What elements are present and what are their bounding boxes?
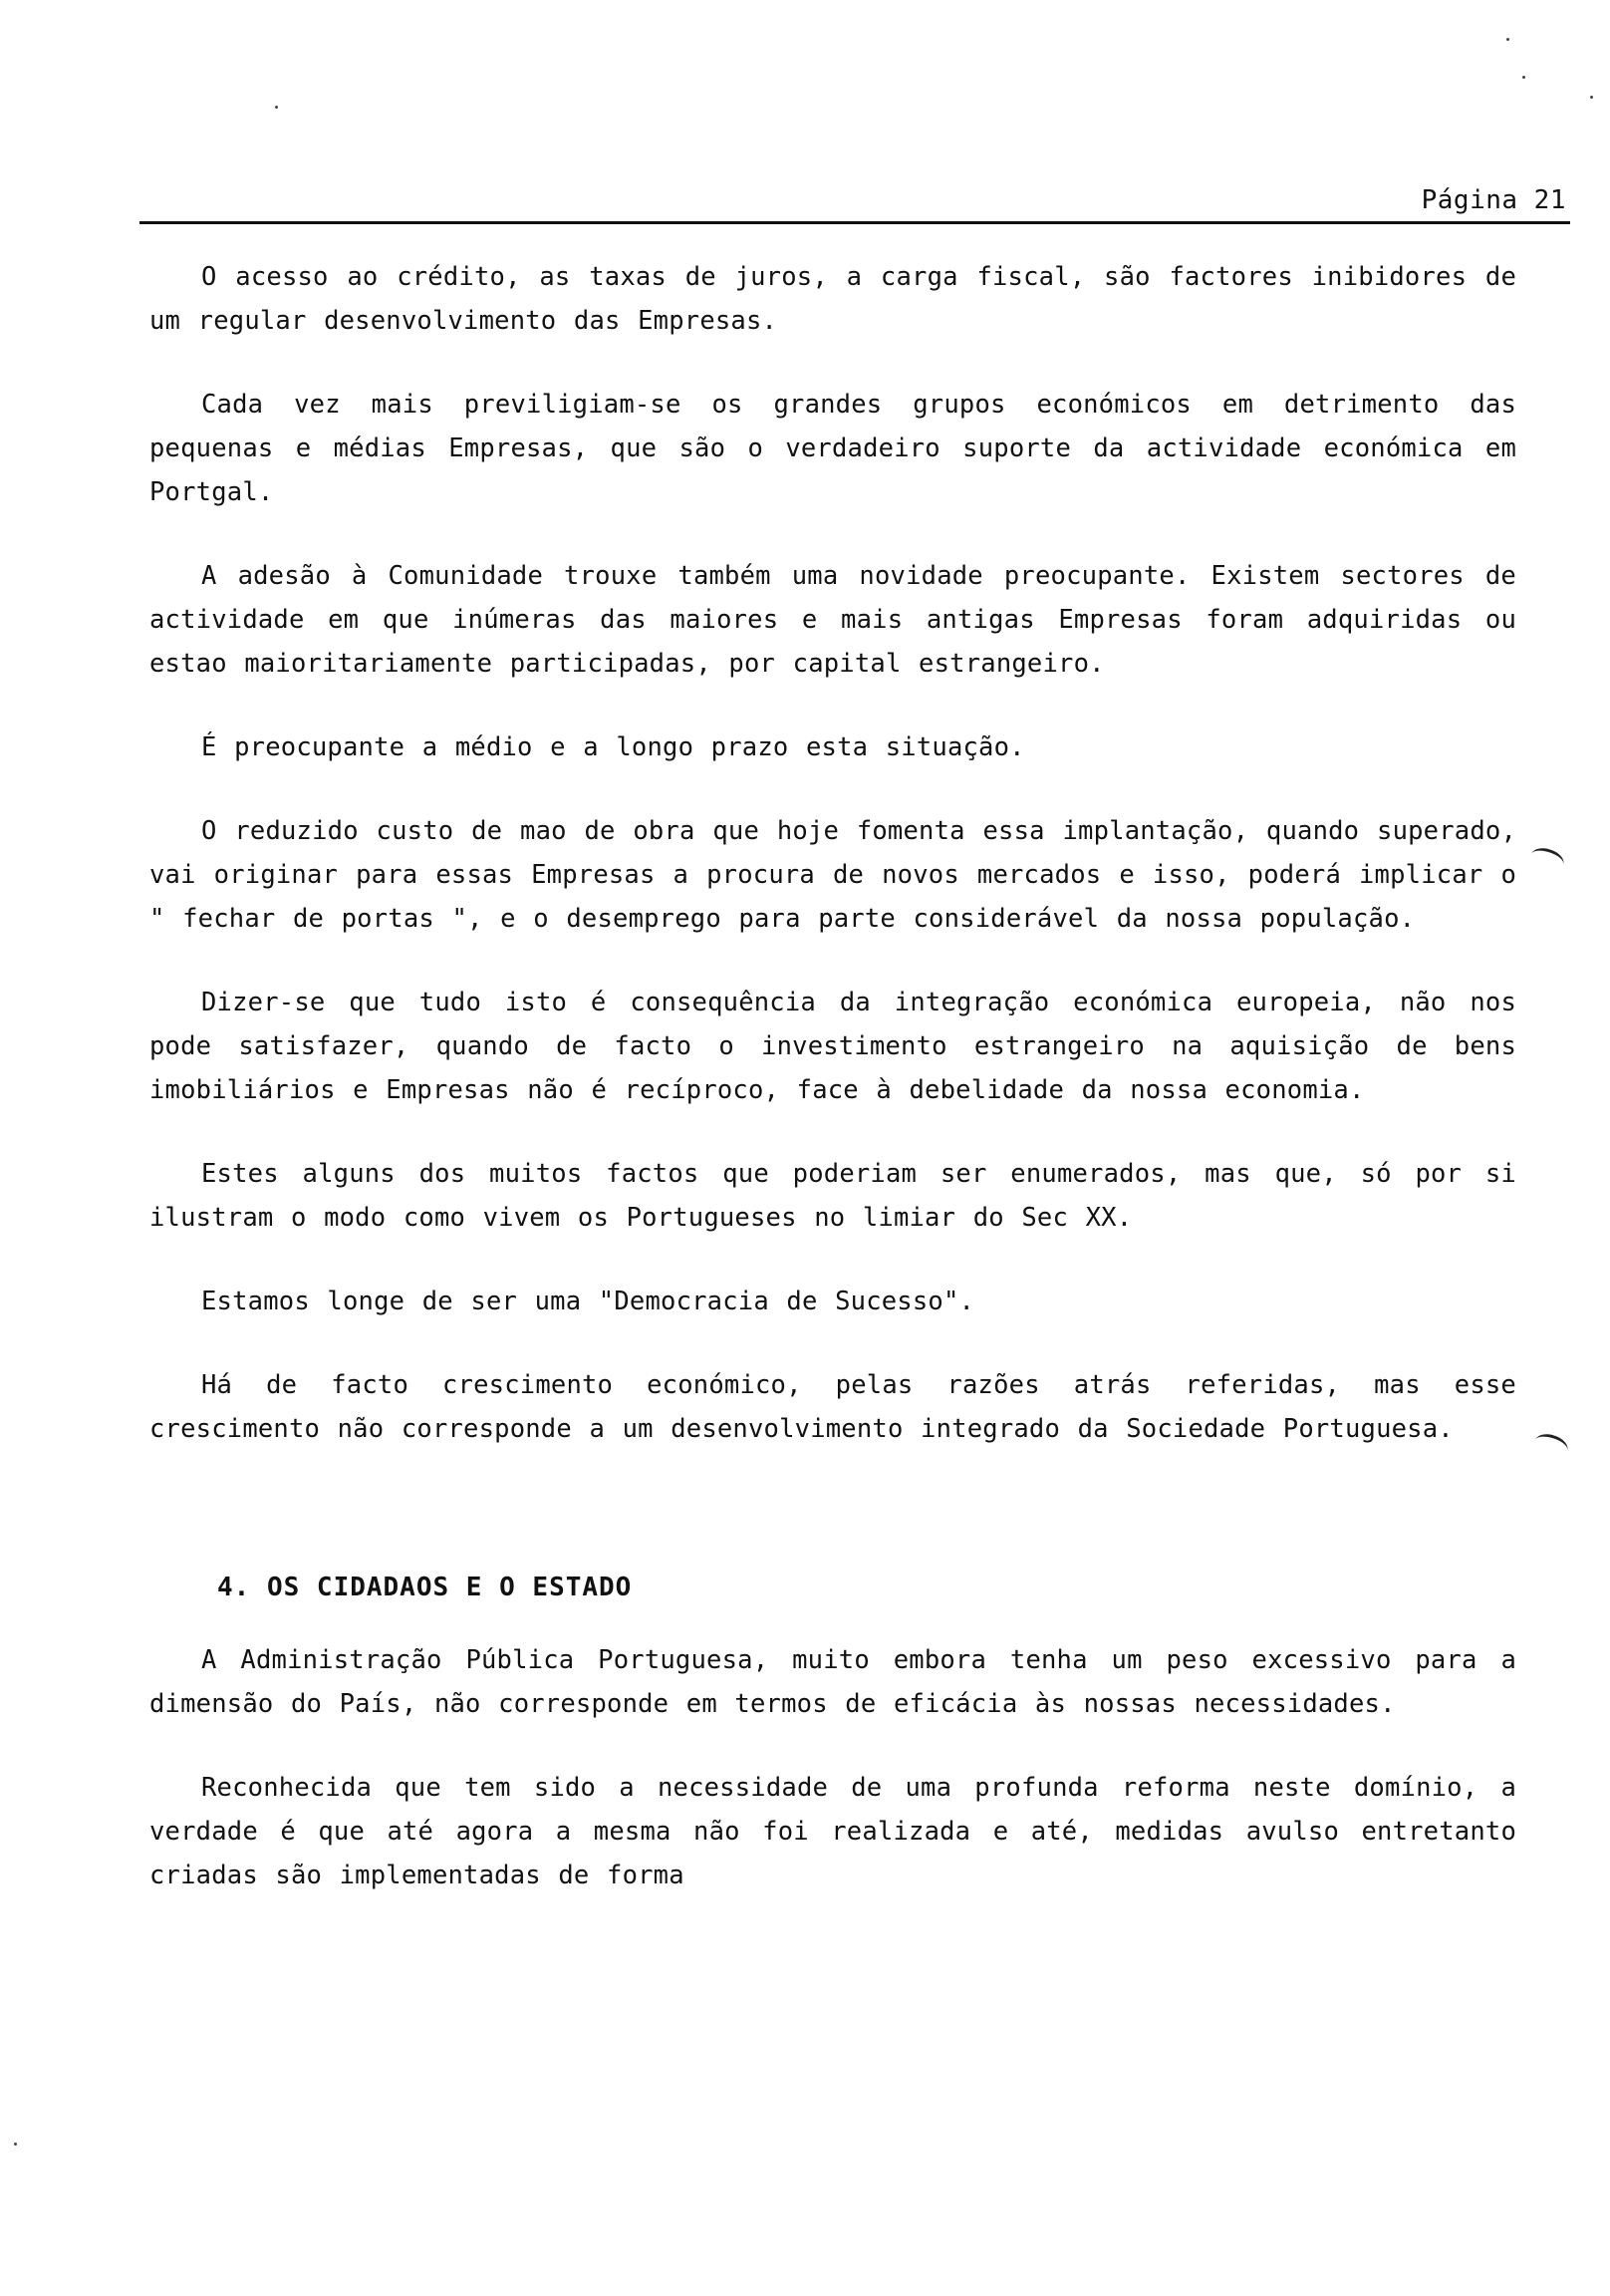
scan-dot: [14, 2143, 17, 2146]
scan-dot: [275, 106, 278, 109]
paragraph: A Administração Pública Portuguesa, muito embora tenha um peso excessivo para a dimensão do País, não corresponde em termos de eficácia às nossas necessidades.: [149, 1645, 1516, 1719]
paragraph: Há de facto crescimento económico, pelas razões atrás referidas, mas esse crescimento não corresponde a um desenvolvimento integrado da Sociedade Portuguesa.: [149, 1370, 1516, 1444]
scan-dot: [1506, 38, 1509, 41]
scan-dot: [1522, 76, 1525, 79]
document-body: [149, 255, 1516, 1937]
scan-dot: [1590, 96, 1593, 99]
paragraph: Cada vez mais previligiam-se os grandes grupos económicos em detrimento das pequenas e médias Empresas, que são o verdadeiro suporte da actividade económica em Portgal.: [149, 390, 1516, 507]
paragraph: É preocupante a médio e a longo prazo esta situação.: [201, 732, 1025, 762]
paragraph: Reconhecida que tem sido a necessidade de uma profunda reforma neste domínio, a verdade é que até agora a mesma não foi realizada e até, medidas avulso entretanto criadas são implementadas de forma: [149, 1773, 1516, 1890]
page-header: [139, 181, 1570, 224]
paragraph: O acesso ao crédito, as taxas de juros, a carga fiscal, são factores inibidores de um regular desenvolvimento das Empresas.: [149, 262, 1516, 336]
scan-mark: [1532, 1430, 1571, 1460]
paragraph: Estamos longe de ser uma "Democracia de Sucesso".: [201, 1287, 975, 1316]
page-number: Página 21: [1421, 185, 1566, 215]
paragraph: A adesão à Comunidade trouxe também uma novidade preocupante. Existem sectores de actividade em que inúmeras das maiores e mais antigas Empresas foram adquiridas ou estao maioritariamente participadas, por capital estrangeiro.: [149, 561, 1516, 679]
paragraph: Estes alguns dos muitos factos que poderiam ser enumerados, mas que, só por si ilustram o modo como vivem os Portugueses no limiar do Sec XX.: [149, 1159, 1516, 1233]
paragraph: Dizer-se que tudo isto é consequência da integração económica europeia, não nos pode satisfazer, quando de facto o investimento estrangeiro na aquisição de bens imobiliários e Empresas não é recíproco, face à debelidade da nossa economia.: [149, 988, 1516, 1105]
paragraph: O reduzido custo de mao de obra que hoje fomenta essa implantação, quando superado, vai originar para essas Empresas a procura de novos mercados e isso, poderá implicar o " fechar de portas ", e o desemprego para parte considerável da nossa população.: [149, 816, 1516, 934]
section-heading: 4. OS CIDADAOS E O ESTADO: [217, 1573, 633, 1602]
scan-mark: [1528, 844, 1567, 874]
